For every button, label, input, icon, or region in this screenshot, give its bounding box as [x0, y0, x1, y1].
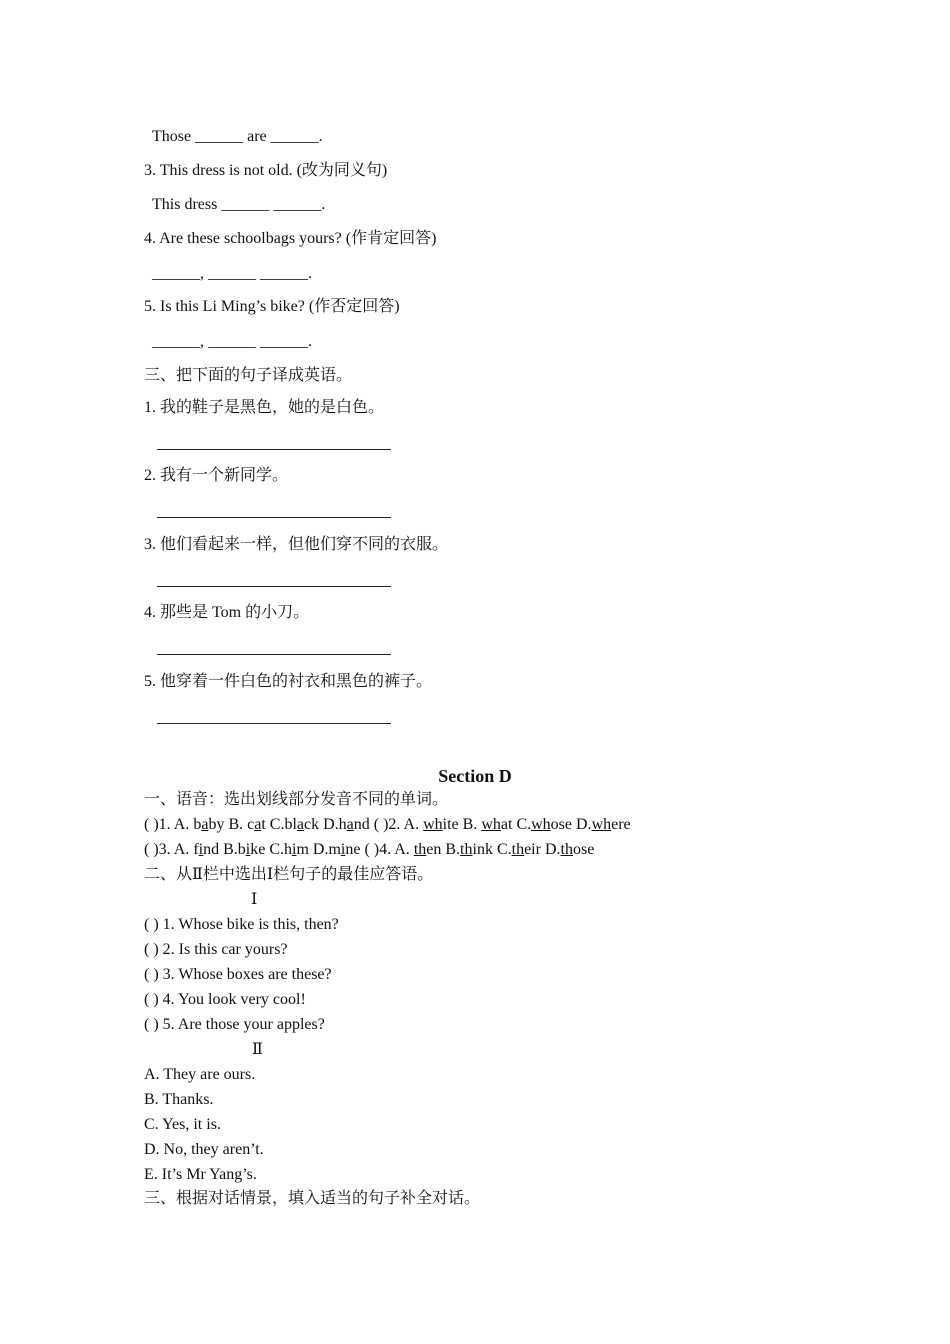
column-2-label: Ⅱ [252, 1041, 263, 1058]
matching-heading: 二、从Ⅱ栏中选出Ⅰ栏句子的最佳应答语。 [144, 866, 434, 883]
column-2-item: D. No, they aren’t. [144, 1141, 264, 1158]
section-title: Section D [438, 766, 512, 786]
translation-item-2: 2. 我有一个新同学。 [144, 467, 289, 484]
answer-line-5: ______, ______ ______. [152, 333, 312, 350]
answer-blank-2[interactable] [157, 517, 391, 518]
answer-blank-4[interactable] [157, 654, 391, 655]
translation-item-5: 5. 他穿着一件白色的衬衣和黑色的裤子。 [144, 673, 433, 690]
column-1-item: ( ) 4. You look very cool! [144, 991, 306, 1008]
column-1-item: ( ) 3. Whose boxes are these? [144, 966, 332, 983]
fill-line-those: Those ______ are ______. [152, 128, 323, 145]
answer-line-4: ______, ______ ______. [152, 265, 312, 282]
answer-blank-5[interactable] [157, 723, 391, 724]
question-5: 5. Is this Li Ming’s bike? (作否定回答) [144, 298, 400, 315]
translation-item-1: 1. 我的鞋子是黑色，她的是白色。 [144, 399, 385, 416]
translation-item-3: 3. 他们看起来一样，但他们穿不同的衣服。 [144, 536, 449, 553]
column-1-label: Ⅰ [251, 891, 258, 908]
phonetics-row-1: ( )1. A. baby B. cat C.black D.hand ( )2. A. white B. what C.whose D.where [144, 816, 631, 833]
question-3: 3. This dress is not old. (改为同义句) [144, 162, 388, 179]
translation-heading: 三、把下面的句子译成英语。 [144, 367, 353, 384]
column-2-item: E. It’s Mr Yang’s. [144, 1166, 257, 1183]
answer-blank-3[interactable] [157, 586, 391, 587]
dialogue-heading: 三、根据对话情景，填入适当的句子补全对话。 [144, 1190, 481, 1207]
phonetics-heading: 一、语音：选出划线部分发音不同的单词。 [144, 791, 449, 808]
answer-line-3: This dress ______ ______. [152, 196, 326, 213]
phonetics-row-2: ( )3. A. find B.bike C.him D.mine ( )4. A. then B.think C.their D.those [144, 841, 595, 858]
translation-item-4: 4. 那些是 Tom 的小刀。 [144, 604, 310, 621]
question-4: 4. Are these schoolbags yours? (作肯定回答) [144, 230, 437, 247]
column-2-item: C. Yes, it is. [144, 1116, 221, 1133]
column-2-item: B. Thanks. [144, 1091, 214, 1108]
column-1-item: ( ) 2. Is this car yours? [144, 941, 288, 958]
column-1-item: ( ) 1. Whose bike is this, then? [144, 916, 339, 933]
column-1-item: ( ) 5. Are those your apples? [144, 1016, 325, 1033]
answer-blank-1[interactable] [157, 449, 391, 450]
column-2-item: A. They are ours. [144, 1066, 256, 1083]
